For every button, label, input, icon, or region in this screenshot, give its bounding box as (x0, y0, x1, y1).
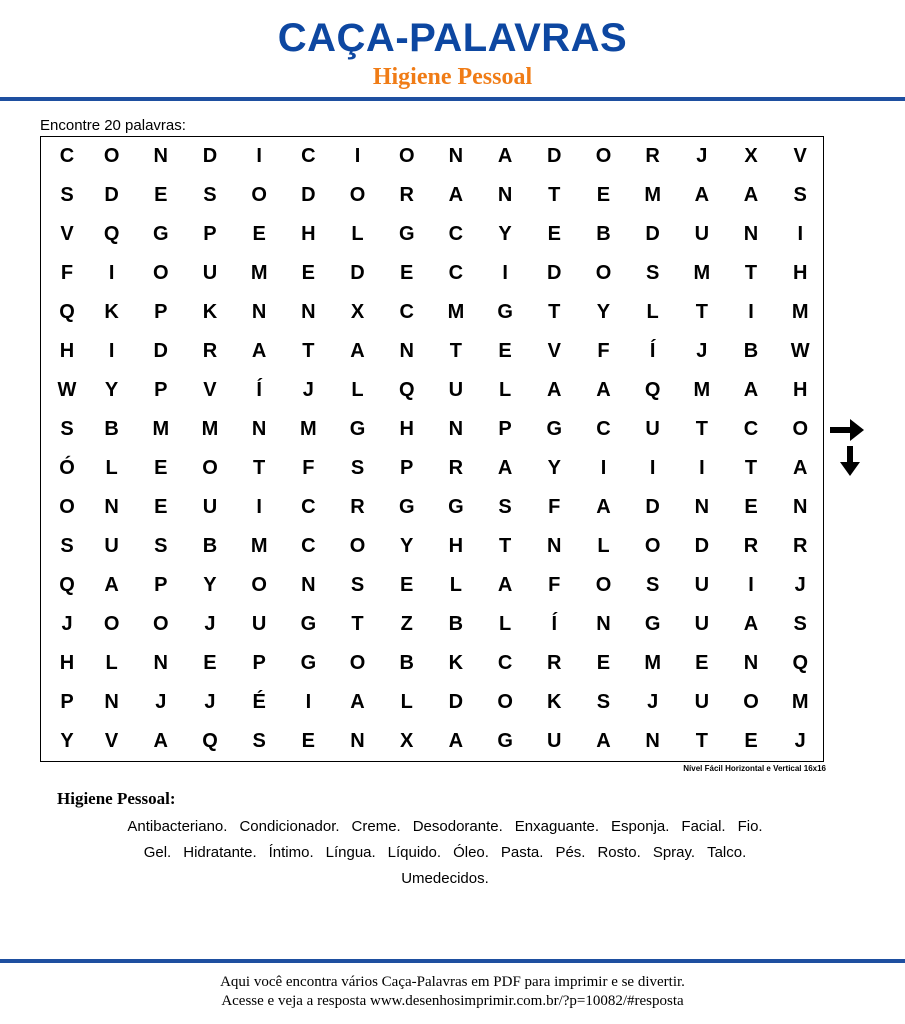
grid-cell: T (548, 184, 561, 206)
grid-cell: E (203, 652, 217, 674)
grid-cell: G (497, 301, 513, 323)
grid-cell: E (744, 730, 758, 752)
grid-cell: D (350, 262, 365, 284)
grid-cell: I (305, 691, 312, 713)
grid-cell: A (104, 574, 119, 596)
grid-cell: N (547, 535, 562, 557)
grid-cell: N (645, 730, 660, 752)
grid-cell: Í (551, 613, 558, 635)
grid-cell: R (547, 652, 562, 674)
grid-cell: S (60, 184, 74, 206)
grid-cell: Y (104, 379, 119, 401)
grid-cell: U (547, 730, 562, 752)
grid-cell: O (792, 418, 808, 440)
grid-cell: D (104, 184, 119, 206)
grid-cell: V (60, 223, 74, 245)
grid-cell: B (104, 418, 119, 440)
grid-cell: A (596, 379, 611, 401)
grid-cell: L (449, 574, 463, 596)
top-divider (0, 97, 905, 101)
arrow-right-icon (830, 419, 864, 441)
grid-cell: D (694, 535, 710, 557)
grid-cell: E (252, 223, 266, 245)
grid-cell: J (794, 574, 806, 596)
grid-cell: M (250, 262, 268, 284)
grid-cell: O (59, 496, 75, 518)
grid-cell: Y (547, 457, 561, 479)
grid-cell: G (448, 496, 464, 518)
grid-cell: M (152, 418, 170, 440)
grid-cell: W (57, 379, 77, 401)
word-list-title: Higiene Pessoal: (57, 789, 176, 808)
grid-cell: U (104, 535, 119, 557)
grid-cell: V (547, 340, 561, 362)
grid-cell: W (790, 340, 810, 362)
grid-cell: T (744, 262, 758, 284)
grid-cell: M (644, 652, 661, 674)
grid-cell: Ó (59, 457, 75, 479)
grid-cell: R (743, 535, 759, 557)
grid-cell: N (448, 145, 464, 167)
word-list-item: Facial. (681, 818, 726, 835)
grid-cell: Y (60, 730, 74, 752)
grid-cell: O (349, 184, 366, 206)
grid-cell: A (448, 730, 464, 752)
grid-cell: N (104, 496, 119, 518)
grid-cell: T (744, 457, 758, 479)
grid-cell: V (104, 730, 119, 752)
grid-cell: A (743, 379, 759, 401)
level-note: Nível Fácil Horizontal e Vertical 16x16 (683, 764, 826, 773)
grid-cell: J (204, 613, 216, 635)
grid-cell: G (546, 418, 563, 440)
grid-cell: D (448, 691, 464, 713)
grid-cell: O (595, 262, 612, 284)
word-list-item: Óleo. (453, 844, 489, 861)
grid-cell: Q (202, 730, 218, 752)
word-list-item: Talco. (707, 844, 747, 861)
grid-cell: Q (644, 379, 661, 401)
grid-cell: O (251, 184, 267, 206)
grid-cell: G (497, 730, 513, 752)
grid-cell: A (153, 730, 168, 752)
grid-cell: G (300, 652, 317, 674)
grid-cell: L (105, 457, 118, 479)
grid-cell: C (448, 262, 464, 284)
grid-cell: Q (792, 652, 808, 674)
grid-cell: H (399, 418, 414, 440)
grid-cell: G (349, 418, 366, 440)
grid-cell: B (202, 535, 218, 557)
grid-cell: C (301, 535, 316, 557)
grid-cell: U (202, 496, 218, 518)
grid-cell: X (350, 301, 365, 323)
grid-cell: N (153, 652, 168, 674)
grid-cell: B (399, 652, 414, 674)
grid-cell: T (695, 418, 708, 440)
grid-cell: Q (103, 223, 120, 245)
grid-cell: O (349, 652, 366, 674)
grid-cell: O (644, 535, 661, 557)
grid-cell: N (153, 145, 168, 167)
grid-cell: K (202, 301, 218, 323)
grid-cell: N (596, 613, 611, 635)
word-list-item: Desodorante. (412, 818, 503, 835)
grid-cell: A (596, 496, 611, 518)
grid-cell: H (792, 262, 808, 284)
grid-cell: H (792, 379, 808, 401)
grid-cell: A (448, 184, 464, 206)
grid-cell: E (400, 574, 414, 596)
grid-cell: Y (596, 301, 611, 323)
grid-cell: O (497, 691, 513, 713)
word-list-item: Enxaguante. (514, 818, 600, 835)
grid-cell: C (596, 418, 611, 440)
instruction-text: Encontre 20 palavras: (40, 117, 186, 134)
grid-cell: P (252, 652, 266, 674)
grid-cell: M (693, 379, 711, 401)
grid-cell: S (645, 574, 660, 596)
grid-cell: A (251, 340, 267, 362)
word-list-item: Condicionador. (239, 818, 340, 835)
grid-cell: O (202, 457, 218, 479)
grid-cell: I (797, 223, 803, 245)
page-subtitle: Higiene Pessoal (372, 64, 533, 90)
grid-cell: N (743, 652, 759, 674)
grid-cell: J (155, 691, 167, 713)
word-list-item: Gel. (143, 844, 172, 861)
grid-cell: S (350, 574, 365, 596)
grid-cell: J (302, 379, 314, 401)
grid-cell: O (595, 145, 612, 167)
grid-cell: I (354, 145, 361, 167)
grid-cell: I (699, 457, 705, 479)
footer-line-1: Aqui você encontra vários Caça-Palavras em PDF para imprimir e se divertir. (220, 974, 685, 990)
grid-cell: L (498, 379, 512, 401)
word-list-item: Líquido. (387, 844, 442, 861)
grid-cell: D (153, 340, 168, 362)
grid-cell: A (350, 691, 365, 713)
grid-cell: N (743, 223, 759, 245)
grid-cell: O (103, 613, 120, 635)
grid-cell: M (644, 184, 661, 206)
grid-cell: S (596, 691, 611, 713)
grid-cell: O (595, 574, 612, 596)
grid-cell: M (300, 418, 317, 440)
grid-cell: F (597, 340, 610, 362)
grid-cell: H (448, 535, 464, 557)
grid-cell: H (59, 652, 75, 674)
grid-cell: E (400, 262, 414, 284)
word-list-item: Fio. (737, 818, 763, 835)
grid-cell: G (398, 223, 415, 245)
grid-cell: F (302, 457, 315, 479)
grid-cell: O (153, 262, 169, 284)
grid-cell: P (498, 418, 512, 440)
grid-cell: N (448, 418, 464, 440)
grid-cell: P (60, 691, 74, 713)
grid-cell: H (301, 223, 316, 245)
grid-cell: K (104, 301, 119, 323)
grid-cell: Í (256, 379, 262, 401)
grid-cell: S (154, 535, 168, 557)
grid-cell: C (399, 301, 414, 323)
grid-cell: N (301, 574, 316, 596)
word-list-item: Pasta. (500, 844, 544, 861)
grid-cell: B (596, 223, 611, 245)
grid-cell: L (351, 379, 364, 401)
grid-cell: E (498, 340, 512, 362)
grid-cell: U (448, 379, 464, 401)
grid-cell: T (449, 340, 463, 362)
grid-cell: A (497, 145, 513, 167)
grid-cell: E (154, 184, 168, 206)
grid-cell: M (693, 262, 711, 284)
grid-cell: Q (59, 301, 75, 323)
grid-cell: R (202, 340, 218, 362)
grid-cell: J (696, 145, 708, 167)
grid-cell: I (502, 262, 508, 284)
grid-cell: I (600, 457, 607, 479)
grid-cell: T (695, 301, 708, 323)
grid-cell: T (695, 730, 708, 752)
grid-cell: J (794, 730, 806, 752)
grid-cell: I (748, 574, 754, 596)
grid-cell: S (793, 184, 807, 206)
grid-cell: A (497, 574, 513, 596)
grid-cell: T (498, 535, 512, 557)
grid-cell: D (645, 496, 660, 518)
word-list-item: Língua. (325, 844, 376, 861)
grid-cell: S (203, 184, 217, 206)
grid-cell: O (153, 613, 169, 635)
grid-cell: J (647, 691, 659, 713)
grid-cell: P (154, 574, 168, 596)
grid-cell: O (349, 535, 366, 557)
grid-cell: F (548, 496, 561, 518)
grid-cell: N (350, 730, 365, 752)
grid-cell: R (645, 145, 660, 167)
grid-cell: M (791, 691, 809, 713)
grid-cell: U (694, 223, 710, 245)
word-list-item: Rosto. (597, 844, 641, 861)
word-search-grid (40, 136, 824, 762)
word-list-item: Esponja. (611, 818, 670, 835)
grid-cell: C (301, 145, 316, 167)
grid-cell: A (547, 379, 562, 401)
grid-cell: A (694, 184, 710, 206)
grid-cell: I (256, 496, 262, 518)
grid-cell: A (350, 340, 365, 362)
grid-cell: Q (59, 574, 75, 596)
grid-cell: C (301, 496, 316, 518)
word-list-item: Hidratante. (183, 844, 257, 861)
grid-cell: D (202, 145, 218, 167)
grid-cell: N (251, 418, 267, 440)
grid-cell: U (251, 613, 267, 635)
grid-cell: U (694, 574, 710, 596)
grid-cell: N (251, 301, 267, 323)
grid-cell: E (547, 223, 561, 245)
grid-cell: S (645, 262, 660, 284)
grid-cell: L (400, 691, 413, 713)
grid-cell: I (108, 340, 115, 362)
page-title: CAÇA-PALAVRAS (277, 16, 628, 60)
grid-cell: I (256, 145, 262, 167)
grid-cell: S (252, 730, 266, 752)
grid-cell: S (793, 613, 807, 635)
grid-cell: N (792, 496, 808, 518)
grid-cell: A (792, 457, 808, 479)
grid-cell: E (596, 184, 611, 206)
grid-cell: Q (398, 379, 415, 401)
word-list-item: Creme. (351, 818, 401, 835)
grid-cell: N (104, 691, 119, 713)
footer (0, 973, 905, 1011)
grid-cell: D (547, 262, 562, 284)
grid-cell: E (695, 652, 709, 674)
grid-cell: Y (498, 223, 512, 245)
grid-cell: N (497, 184, 513, 206)
grid-cell: N (694, 496, 710, 518)
grid-cell: U (645, 418, 660, 440)
grid-cell: G (153, 223, 169, 245)
grid-cell: E (744, 496, 758, 518)
grid-cell: M (201, 418, 219, 440)
grid-cell: G (644, 613, 661, 635)
grid-cell: H (59, 340, 75, 362)
grid-cell: T (548, 301, 561, 323)
grid-cell: L (646, 301, 659, 323)
grid-cell: Y (203, 574, 217, 596)
grid-cell: Y (400, 535, 414, 557)
word-list-item: Antibacteriano. (127, 818, 228, 835)
grid-cell: I (748, 301, 754, 323)
grid-cell: C (497, 652, 513, 674)
grid-cell: S (498, 496, 512, 518)
grid-cell: V (203, 379, 217, 401)
grid-cell: B (448, 613, 464, 635)
grid-cell: M (791, 301, 809, 323)
grid-cell: A (743, 613, 759, 635)
grid-cell: R (448, 457, 464, 479)
grid-cell: J (61, 613, 73, 635)
grid-cell: I (649, 457, 656, 479)
grid-cell: K (448, 652, 464, 674)
grid-cell: L (597, 535, 610, 557)
word-list-item: Umedecidos. (401, 870, 489, 887)
grid-cell: F (548, 574, 561, 596)
grid-cell: U (694, 691, 710, 713)
word-list-item: Spray. (652, 844, 696, 861)
grid-cell: D (547, 145, 562, 167)
grid-cell: A (596, 730, 611, 752)
grid-cell: R (350, 496, 365, 518)
bottom-divider (0, 959, 905, 963)
word-list (40, 814, 850, 892)
grid-cell: P (154, 301, 168, 323)
grid-cell: G (300, 613, 317, 635)
grid-cell: B (743, 340, 759, 362)
grid-cell: G (398, 496, 415, 518)
grid-cell: J (696, 340, 708, 362)
grid-cell: O (743, 691, 759, 713)
grid-cell: P (154, 379, 168, 401)
grid-cell: M (447, 301, 465, 323)
grid-cell: S (60, 535, 74, 557)
footer-line-2: Acesse e veja a resposta www.desenhosimprimir.com.br/?p=10082/#resposta (221, 993, 684, 1009)
grid-cell: N (399, 340, 414, 362)
grid-cell: O (103, 145, 120, 167)
grid-cell: D (645, 223, 660, 245)
grid-cell: O (398, 145, 415, 167)
grid-cell: C (448, 223, 464, 245)
grid-cell: U (202, 262, 218, 284)
word-list-item: Íntimo. (268, 844, 314, 861)
word-list-item: Pés. (555, 844, 586, 861)
grid-cell: F (60, 262, 74, 284)
grid-cell: T (253, 457, 266, 479)
grid-cell: S (350, 457, 365, 479)
grid-cell: Z (400, 613, 413, 635)
grid-cell: P (400, 457, 414, 479)
grid-cell: E (154, 496, 168, 518)
grid-cell: N (301, 301, 316, 323)
grid-cell: U (694, 613, 710, 635)
grid-cell: O (251, 574, 267, 596)
grid-cell: L (351, 223, 364, 245)
grid-cell: E (301, 730, 316, 752)
grid-cell: V (793, 145, 807, 167)
grid-cell: K (547, 691, 562, 713)
grid-cell: C (743, 418, 759, 440)
grid-cell: P (203, 223, 217, 245)
grid-cell: M (250, 535, 268, 557)
grid-cell: C (59, 145, 75, 167)
grid-cell: S (60, 418, 74, 440)
grid-cell: E (596, 652, 611, 674)
grid-cell: T (302, 340, 315, 362)
grid-cell: X (400, 730, 414, 752)
grid-cell: L (105, 652, 118, 674)
arrow-down-icon (840, 446, 860, 476)
grid-cell: Í (649, 340, 656, 362)
grid-cell: E (154, 457, 168, 479)
grid-cell: T (351, 613, 364, 635)
grid-cell: A (743, 184, 759, 206)
grid-cell: D (301, 184, 316, 206)
grid-cell: L (498, 613, 512, 635)
grid-cell: R (399, 184, 414, 206)
grid-cell: R (792, 535, 808, 557)
grid-cell: E (301, 262, 316, 284)
grid-cell: X (744, 145, 758, 167)
grid-cell: J (204, 691, 216, 713)
grid-cell: É (252, 691, 266, 713)
grid-cell: I (108, 262, 115, 284)
grid-cell: A (497, 457, 513, 479)
